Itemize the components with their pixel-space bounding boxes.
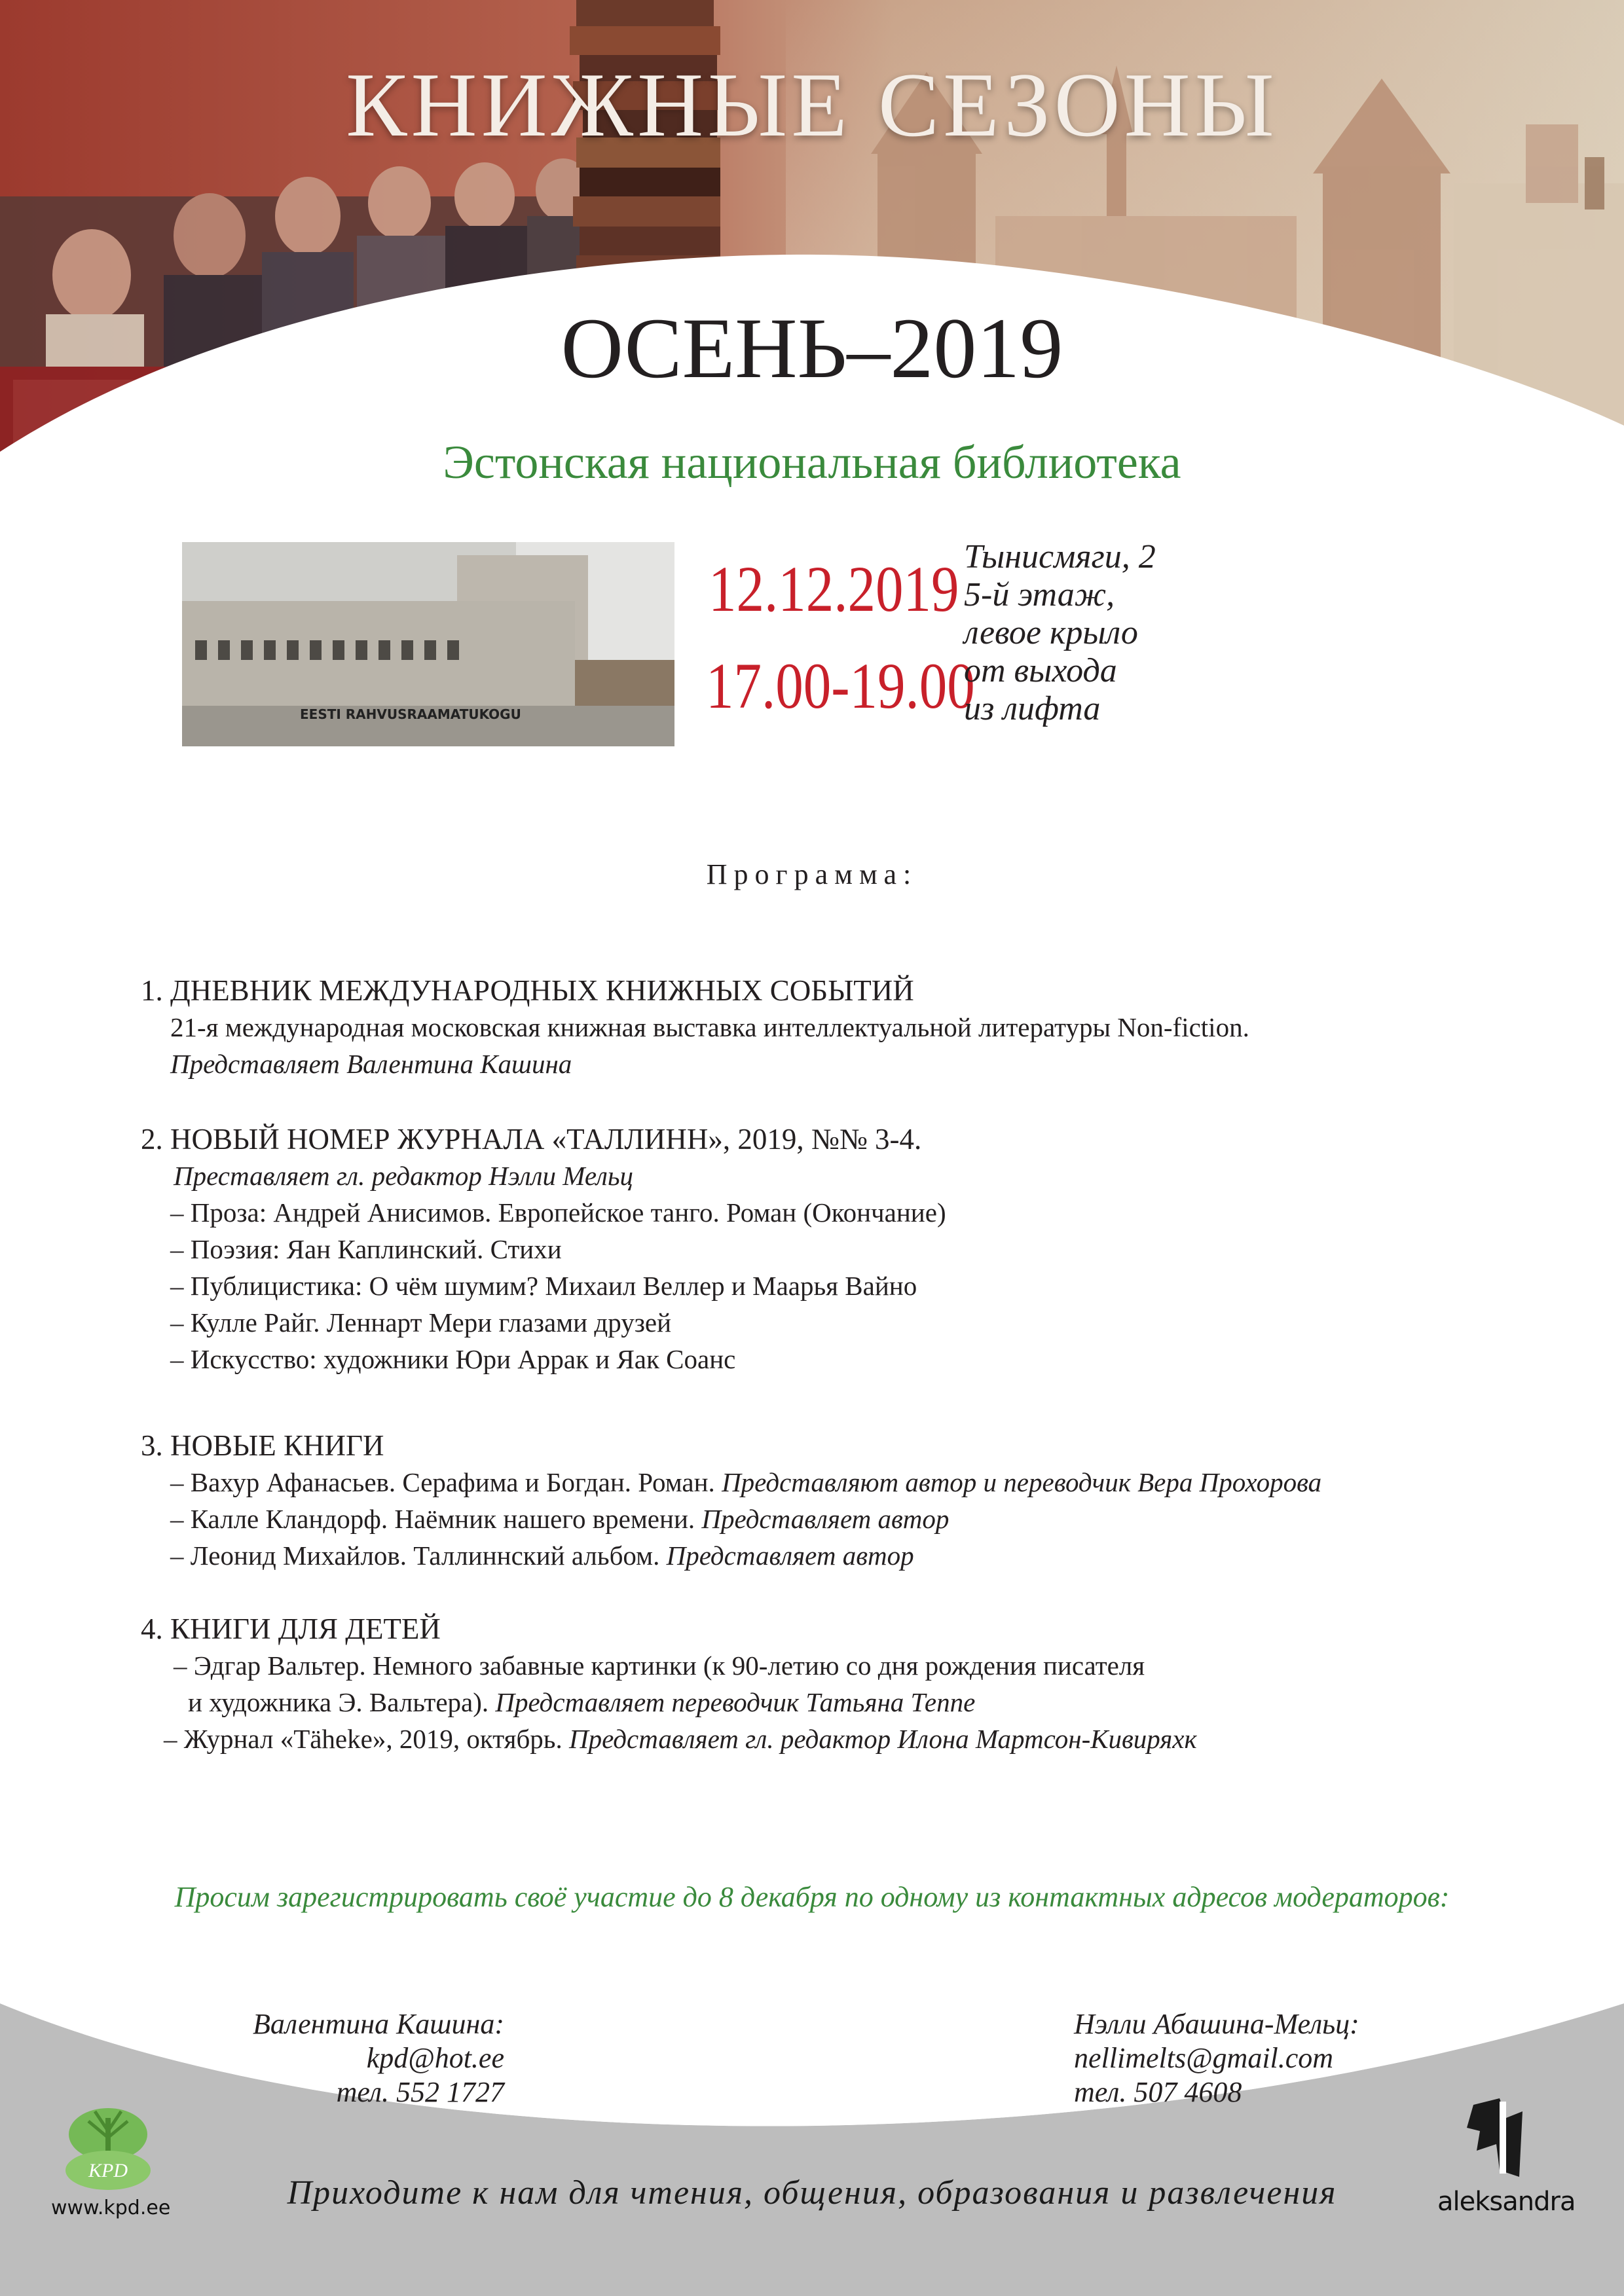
event-time: 17.00-19.00 xyxy=(706,649,975,722)
address-line: Тынисмяги, 2 xyxy=(964,538,1156,575)
section-title: 4. КНИГИ ДЛЯ ДЕТЕЙ xyxy=(141,1613,441,1645)
section-line: 21-я международная московская книжная выставка интеллектуальной литературы Non-fiction. xyxy=(170,1012,1249,1042)
contact-email[interactable]: kpd@hot.ee xyxy=(366,2042,504,2074)
event-date: 12.12.2019 xyxy=(709,553,959,625)
header-title: КНИЖНЫЕ СЕЗОНЫ xyxy=(346,54,1278,156)
kpd-website-link[interactable]: www.kpd.ee xyxy=(51,2196,171,2219)
program-heading: Программа: xyxy=(706,858,918,890)
footer-slogan: Приходите к нам для чтения, общения, образования и развлечения xyxy=(287,2174,1337,2212)
section-line: – Кулле Райг. Леннарт Мери глазами друзей xyxy=(170,1307,672,1338)
section-line: – Журнал «Täheke», 2019, октябрь. Представляет гл. редактор Илона Мартсон-Кивиряхк xyxy=(164,1724,1197,1754)
section-line: – Эдгар Вальтер. Немного забавные картинки (к 90-летию со дня рождения писателя xyxy=(174,1650,1145,1681)
building-sign-text: EESTI RAHVUSRAAMATUKOGU xyxy=(300,706,521,722)
section-line: Представляет Валентина Кашина xyxy=(170,1049,572,1079)
contact-phone: тел. 552 1727 xyxy=(336,2076,504,2108)
address-line: из лифта xyxy=(964,690,1101,727)
program-section-3 xyxy=(141,1427,1321,1574)
section-line: и художника Э. Вальтера). Представляет переводчик Татьяна Теппе xyxy=(188,1687,976,1717)
contact-name: Нэлли Абашина-Мельц: xyxy=(1074,2008,1359,2040)
program-section-1 xyxy=(141,972,1249,1082)
section-line: – Поэзия: Яан Каплинский. Стихи xyxy=(170,1234,562,1264)
section-title: 1. ДНЕВНИК МЕЖДУНАРОДНЫХ КНИЖНЫХ СОБЫТИЙ xyxy=(141,974,914,1007)
section-line: – Калле Кландорф. Наёмник нашего времени. Представляет автор xyxy=(170,1504,950,1534)
contact-phone: тел. 507 4608 xyxy=(1074,2076,1242,2108)
section-line: – Вахур Афанасьев. Серафима и Богдан. Роман. Представляют автор и переводчик Вера Прохорова xyxy=(170,1467,1322,1497)
contact-nelli xyxy=(1074,2007,1359,2109)
contact-name: Валентина Кашина: xyxy=(252,2008,504,2040)
address-line: 5-й этаж, xyxy=(964,576,1115,613)
section-title: 3. НОВЫЕ КНИГИ xyxy=(141,1429,384,1462)
library-building-photo xyxy=(182,542,674,746)
address-line: от выхода xyxy=(964,652,1117,689)
section-title: 2. НОВЫЙ НОМЕР ЖУРНАЛА «ТАЛЛИНН», 2019, №№ 3-4. xyxy=(141,1123,922,1156)
aleksandra-logo-icon xyxy=(1460,2092,1532,2183)
aleksandra-logo-text: aleksandra xyxy=(1437,2187,1576,2217)
section-line: – Искусство: художники Юри Аррак и Яак Соанс xyxy=(170,1344,736,1374)
library-name: Эстонская национальная библиотека xyxy=(443,436,1181,488)
address-line: левое крыло xyxy=(964,614,1138,651)
section-line: Преставляет гл. редактор Нэлли Мельц xyxy=(174,1161,634,1191)
section-line: – Проза: Андрей Анисимов. Европейское танго. Роман (Окончание) xyxy=(170,1197,946,1228)
program-section-2 xyxy=(141,1121,946,1377)
contact-valentina xyxy=(216,2007,504,2109)
section-line: – Леонид Михайлов. Таллиннский альбом. Представляет автор xyxy=(170,1540,914,1571)
program-section-4 xyxy=(141,1611,1197,1757)
registration-note: Просим зарегистрировать своё участие до 8 декабря по одному из контактных адресов модераторов: xyxy=(174,1881,1450,1913)
section-line: – Публицистика: О чём шумим? Михаил Веллер и Маарья Вайно xyxy=(170,1271,917,1301)
kpd-logo-text: KPD xyxy=(88,2160,128,2181)
contact-email[interactable]: nellimelts@gmail.com xyxy=(1074,2042,1334,2074)
season-title: ОСЕНЬ–2019 xyxy=(561,300,1063,396)
venue-address xyxy=(964,538,1156,728)
